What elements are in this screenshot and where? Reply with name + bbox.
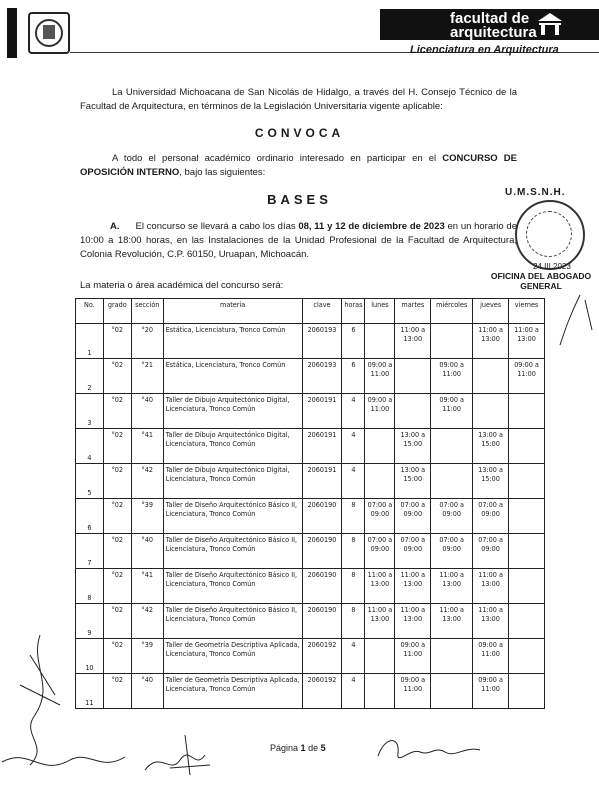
cell-seccion: °42 xyxy=(131,604,163,639)
cell-jueves: 09:00 a 11:00 xyxy=(473,674,509,709)
table-row xyxy=(76,639,545,674)
table-row xyxy=(76,534,545,569)
cell-martes: 13:00 a 15:00 xyxy=(395,464,431,499)
cell-clave: 2060191 xyxy=(302,429,342,464)
cell-martes xyxy=(395,394,431,429)
table-row xyxy=(76,394,545,429)
cell-jueves: 07:00 a 09:00 xyxy=(473,534,509,569)
cell-viernes xyxy=(509,674,545,709)
cell-grado: °02 xyxy=(103,674,131,709)
cell-no: 1 xyxy=(76,324,104,359)
page-of-label: de xyxy=(308,743,319,753)
cell-seccion: °41 xyxy=(131,569,163,604)
cell-viernes xyxy=(509,394,545,429)
cell-seccion: °39 xyxy=(131,499,163,534)
column-header: martes xyxy=(395,299,431,324)
table-row xyxy=(76,604,545,639)
cell-grado: °02 xyxy=(103,359,131,394)
cell-seccion: °41 xyxy=(131,429,163,464)
call-pre: A todo el personal académico ordinario interesado en participar en el xyxy=(112,153,443,164)
cell-no: 5 xyxy=(76,464,104,499)
cell-clave: 2060193 xyxy=(302,324,342,359)
cell-clave: 2060190 xyxy=(302,569,342,604)
cell-lunes xyxy=(365,639,395,674)
cell-no: 4 xyxy=(76,429,104,464)
cell-miercoles xyxy=(431,324,473,359)
base-a-letter: A. xyxy=(110,221,120,232)
cell-no: 11 xyxy=(76,674,104,709)
cell-miercoles xyxy=(431,674,473,709)
cell-miercoles: 09:00 a 11:00 xyxy=(431,394,473,429)
cell-seccion: °40 xyxy=(131,674,163,709)
architecture-logo-icon xyxy=(537,12,563,36)
column-header: viernes xyxy=(509,299,545,324)
cell-no: 10 xyxy=(76,639,104,674)
cell-clave: 2060190 xyxy=(302,499,342,534)
signature-right-icon xyxy=(370,728,490,768)
cell-materia: Taller de Diseño Arquitectónico Básico II, Licenciatura, Tronco Común xyxy=(163,569,302,604)
program-name: Licenciatura en Arquitectura xyxy=(410,44,559,56)
cell-materia: Taller de Diseño Arquitectónico Básico II, Licenciatura, Tronco Común xyxy=(163,534,302,569)
column-header: jueves xyxy=(473,299,509,324)
cell-lunes: 11:00 a 13:00 xyxy=(365,569,395,604)
faculty-name-line1: facultad de xyxy=(450,10,530,27)
page-number: 1 xyxy=(300,743,306,753)
cell-no: 6 xyxy=(76,499,104,534)
cell-grado: °02 xyxy=(103,534,131,569)
cell-miercoles xyxy=(431,429,473,464)
cell-viernes xyxy=(509,569,545,604)
cell-seccion: °40 xyxy=(131,394,163,429)
cell-martes: 09:00 a 11:00 xyxy=(395,639,431,674)
cell-martes xyxy=(395,359,431,394)
cell-horas: 4 xyxy=(342,464,365,499)
faculty-name-line2: arquitectura xyxy=(450,24,537,41)
cell-miercoles: 07:00 a 09:00 xyxy=(431,499,473,534)
cell-lunes: 09:00 a 11:00 xyxy=(365,359,395,394)
table-row xyxy=(76,359,545,394)
cell-viernes: 11:00 a 13:00 xyxy=(509,324,545,359)
cell-grado: °02 xyxy=(103,429,131,464)
cell-materia: Taller de Geometría Descriptiva Aplicada, Licenciatura, Tronco Común xyxy=(163,639,302,674)
cell-viernes xyxy=(509,534,545,569)
cell-jueves: 13:00 a 15:00 xyxy=(473,464,509,499)
column-header: clave xyxy=(302,299,342,324)
course-schedule-table xyxy=(75,298,545,709)
base-a-dates: 08, 11 y 12 de diciembre de 2023 xyxy=(298,221,445,232)
university-seal-icon xyxy=(28,12,70,54)
cell-lunes xyxy=(365,464,395,499)
stamp-office-line2: GENERAL xyxy=(520,281,562,291)
base-a-pre: El concurso se llevará a cabo los días xyxy=(135,221,299,232)
cell-martes: 11:00 a 13:00 xyxy=(395,569,431,604)
cell-horas: 8 xyxy=(342,604,365,639)
cell-clave: 2060190 xyxy=(302,604,342,639)
column-header: lunes xyxy=(365,299,395,324)
cell-martes: 07:00 a 09:00 xyxy=(395,534,431,569)
cell-horas: 4 xyxy=(342,394,365,429)
cell-martes: 13:00 a 15:00 xyxy=(395,429,431,464)
cell-horas: 8 xyxy=(342,499,365,534)
cell-grado: °02 xyxy=(103,324,131,359)
cell-jueves: 07:00 a 09:00 xyxy=(473,499,509,534)
cell-martes: 09:00 a 11:00 xyxy=(395,674,431,709)
cell-jueves: 09:00 a 11:00 xyxy=(473,639,509,674)
stamp-inner-ring xyxy=(526,211,572,257)
cell-clave: 2060191 xyxy=(302,464,342,499)
cell-grado: °02 xyxy=(103,604,131,639)
cell-miercoles xyxy=(431,639,473,674)
margin-bar xyxy=(7,8,17,58)
materia-intro: La materia o área académica del concurso será: xyxy=(80,280,284,291)
call-contest-name: CONCURSO DE OPOSICIÓN INTERNO xyxy=(80,153,517,178)
cell-materia: Estática, Licenciatura, Tronco Común xyxy=(163,359,302,394)
cell-lunes: 09:00 a 11:00 xyxy=(365,394,395,429)
cell-jueves: 11:00 a 13:00 xyxy=(473,604,509,639)
table-row xyxy=(76,499,545,534)
call-post: , bajo las siguientes: xyxy=(179,167,266,178)
cell-no: 9 xyxy=(76,604,104,639)
cell-materia: Taller de Dibujo Arquitectónico Digital, Licenciatura, Tronco Común xyxy=(163,464,302,499)
stamp-date: 24 III 2023 xyxy=(533,262,571,271)
cell-materia: Taller de Geometría Descriptiva Aplicada, Licenciatura, Tronco Común xyxy=(163,674,302,709)
cell-martes: 11:00 a 13:00 xyxy=(395,604,431,639)
page-indicator xyxy=(270,743,326,753)
cell-horas: 8 xyxy=(342,534,365,569)
cell-jueves: 11:00 a 13:00 xyxy=(473,569,509,604)
cell-seccion: °42 xyxy=(131,464,163,499)
cell-lunes: 07:00 a 09:00 xyxy=(365,499,395,534)
cell-materia: Taller de Diseño Arquitectónico Básico II, Licenciatura, Tronco Común xyxy=(163,604,302,639)
cell-jueves xyxy=(473,394,509,429)
column-header: horas xyxy=(342,299,365,324)
cell-horas: 4 xyxy=(342,639,365,674)
base-a-paragraph xyxy=(80,220,517,262)
cell-horas: 8 xyxy=(342,569,365,604)
cell-miercoles: 09:00 a 11:00 xyxy=(431,359,473,394)
column-header: miércoles xyxy=(431,299,473,324)
cell-lunes xyxy=(365,324,395,359)
table-row xyxy=(76,324,545,359)
cell-miercoles: 07:00 a 09:00 xyxy=(431,534,473,569)
cell-viernes xyxy=(509,499,545,534)
cell-jueves: 11:00 a 13:00 xyxy=(473,324,509,359)
stamp-office-line1: OFICINA DEL ABOGADO xyxy=(490,271,592,281)
cell-clave: 2060192 xyxy=(302,639,342,674)
cell-clave: 2060190 xyxy=(302,534,342,569)
cell-grado: °02 xyxy=(103,499,131,534)
cell-no: 2 xyxy=(76,359,104,394)
cell-clave: 2060193 xyxy=(302,359,342,394)
cell-materia: Taller de Diseño Arquitectónico Básico II, Licenciatura, Tronco Común xyxy=(163,499,302,534)
signature-bottom-left-icon xyxy=(0,742,130,782)
cell-viernes xyxy=(509,639,545,674)
cell-horas: 6 xyxy=(342,324,365,359)
cell-materia: Taller de Dibujo Arquitectónico Digital, Licenciatura, Tronco Común xyxy=(163,394,302,429)
cell-miercoles: 11:00 a 13:00 xyxy=(431,569,473,604)
cell-no: 3 xyxy=(76,394,104,429)
cell-no: 7 xyxy=(76,534,104,569)
table-header-row xyxy=(76,299,545,324)
table-row xyxy=(76,674,545,709)
cell-lunes: 07:00 a 09:00 xyxy=(365,534,395,569)
base-a-text: en un horario de 10:00 a 18:00 horas, en las Instalaciones de la Unidad Profesional de la Facultad de Arquitectura, Colonia Revolución, C.P. 60150, Uruapan, Michoacán. xyxy=(80,221,517,260)
cell-horas: 4 xyxy=(342,429,365,464)
cell-jueves: 13:00 a 15:00 xyxy=(473,429,509,464)
cell-martes: 07:00 a 09:00 xyxy=(395,499,431,534)
cell-grado: °02 xyxy=(103,639,131,674)
cell-viernes xyxy=(509,429,545,464)
table-row xyxy=(76,464,545,499)
cell-seccion: °21 xyxy=(131,359,163,394)
cell-grado: °02 xyxy=(103,464,131,499)
cell-horas: 6 xyxy=(342,359,365,394)
margin-mark-icon xyxy=(540,290,599,350)
cell-viernes: 09:00 a 11:00 xyxy=(509,359,545,394)
cell-seccion: °20 xyxy=(131,324,163,359)
cell-seccion: °39 xyxy=(131,639,163,674)
column-header: grado xyxy=(103,299,131,324)
cell-lunes xyxy=(365,674,395,709)
table-row xyxy=(76,429,545,464)
signature-middle-icon xyxy=(140,730,230,780)
column-header: sección xyxy=(131,299,163,324)
column-header: No. xyxy=(76,299,104,324)
page-label: Página xyxy=(270,743,299,753)
column-header: materia xyxy=(163,299,302,324)
cell-viernes xyxy=(509,604,545,639)
cell-clave: 2060192 xyxy=(302,674,342,709)
bases-heading: BASES xyxy=(267,192,332,207)
intro-paragraph: La Universidad Michoacana de San Nicolás de Hidalgo, a través del H. Consejo Técnico de la Facultad de Arquitectura, en términos de la Legislación Universitaria vigente aplicable: xyxy=(80,87,517,112)
cell-clave: 2060191 xyxy=(302,394,342,429)
cell-lunes xyxy=(365,429,395,464)
cell-martes: 11:00 a 13:00 xyxy=(395,324,431,359)
cell-grado: °02 xyxy=(103,394,131,429)
cell-horas: 4 xyxy=(342,674,365,709)
cell-miercoles: 11:00 a 13:00 xyxy=(431,604,473,639)
cell-no: 8 xyxy=(76,569,104,604)
table-row xyxy=(76,569,545,604)
cell-grado: °02 xyxy=(103,569,131,604)
cell-materia: Estática, Licenciatura, Tronco Común xyxy=(163,324,302,359)
call-paragraph xyxy=(80,152,517,180)
cell-seccion: °40 xyxy=(131,534,163,569)
cell-viernes xyxy=(509,464,545,499)
cell-materia: Taller de Dibujo Arquitectónico Digital, Licenciatura, Tronco Común xyxy=(163,429,302,464)
cell-jueves xyxy=(473,359,509,394)
stamp-university: U.M.S.N.H. xyxy=(505,187,566,198)
page-total: 5 xyxy=(320,743,326,753)
cell-miercoles xyxy=(431,464,473,499)
convoca-heading: CONVOCA xyxy=(254,126,345,140)
cell-lunes: 11:00 a 13:00 xyxy=(365,604,395,639)
